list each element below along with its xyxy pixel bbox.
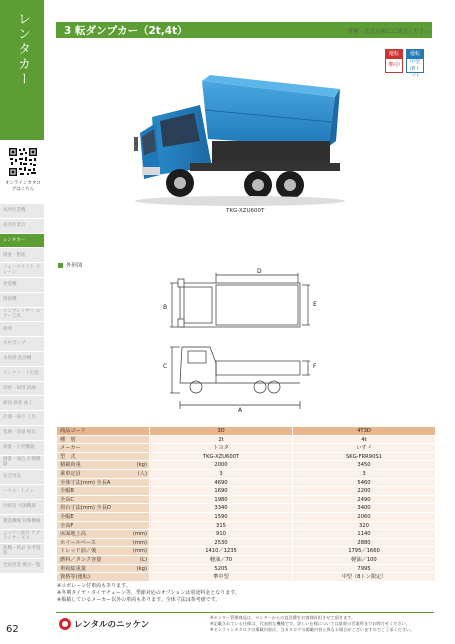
spec-label-unit: (人) bbox=[137, 470, 147, 477]
spec-value-4t: 320 bbox=[292, 522, 435, 530]
sidebar-item[interactable]: 全国営業 拠点一覧 bbox=[0, 559, 44, 573]
sidebar-item[interactable]: コンクリート打設 bbox=[0, 367, 44, 381]
spec-row bbox=[57, 461, 435, 470]
section-marker-icon bbox=[58, 263, 63, 268]
spec-label bbox=[57, 513, 149, 521]
spec-value-2t: 3340 bbox=[149, 504, 292, 512]
qr-caption: オンラインカタログはこちら bbox=[5, 181, 41, 192]
spec-label bbox=[57, 453, 149, 461]
sidebar-title: レンタカー bbox=[15, 12, 30, 87]
spec-row bbox=[57, 547, 435, 556]
sidebar-item[interactable]: 切断・研削 研磨 bbox=[0, 382, 44, 396]
page-number: 62 bbox=[6, 624, 19, 635]
spec-row bbox=[57, 427, 435, 436]
spec-label-text: 全幅B bbox=[60, 488, 74, 495]
spec-label-text: トレッド前／後 bbox=[60, 548, 97, 555]
footer-note-line: ※センター管理商品は、センターからの直送費をお客様負担させて頂きます。 bbox=[210, 615, 356, 620]
spec-label-text: 全高C bbox=[60, 496, 74, 503]
spec-value-4t: 7995 bbox=[292, 565, 435, 573]
badge-top-label: 運転 bbox=[407, 50, 423, 59]
spec-value-4t: 2060 bbox=[292, 513, 435, 521]
sidebar-item[interactable]: 製造機械 特殊機械 bbox=[0, 515, 44, 529]
note-line: ※コボレーン付車両もあります。 bbox=[57, 583, 131, 589]
spec-value-2t: 2t bbox=[149, 436, 292, 444]
spec-value-2t: 3D bbox=[149, 427, 292, 435]
photo-caption: TKG-XZU600T bbox=[226, 208, 265, 214]
spec-label bbox=[57, 539, 149, 547]
spec-label bbox=[57, 504, 149, 512]
spec-label bbox=[57, 461, 149, 469]
spec-row bbox=[57, 496, 435, 505]
spec-label bbox=[57, 556, 149, 564]
footer-note-line: ※記載されている仕様は、代表的な機種です。詳しい仕様については最寄の営業所までお問合せください。 bbox=[210, 621, 410, 626]
spec-label-unit: (mm) bbox=[132, 539, 147, 546]
spec-value-4t: 1140 bbox=[292, 530, 435, 538]
spec-label bbox=[57, 496, 149, 504]
spec-value-4t: 5460 bbox=[292, 479, 435, 487]
sidebar-item[interactable]: 冷暖房 空調機器 bbox=[0, 500, 44, 514]
spec-value-4t: 4t bbox=[292, 436, 435, 444]
spec-row bbox=[57, 479, 435, 488]
badge-top-label: 運転 bbox=[386, 50, 402, 59]
spec-label-text: 車両総重量 bbox=[60, 565, 86, 572]
logo-text: レンタルのニッケン bbox=[74, 620, 150, 630]
sidebar bbox=[0, 0, 44, 644]
spec-value-2t: 5205 bbox=[149, 565, 292, 573]
spec-label-text: 乗車定員 bbox=[60, 470, 81, 477]
spec-row bbox=[57, 487, 435, 496]
spec-value-4t: SKG-FRR90S1 bbox=[292, 453, 435, 461]
diagram-section-text: 外形図 bbox=[66, 263, 83, 269]
spec-label bbox=[57, 479, 149, 487]
license-badge-chugata bbox=[406, 49, 424, 78]
license-badge-junchu bbox=[385, 49, 403, 73]
sidebar-item[interactable]: ニッケン独自 サプライサービス bbox=[0, 530, 44, 544]
footer-logo bbox=[59, 618, 149, 630]
spec-value-2t: 準中型 bbox=[149, 573, 292, 581]
spec-label-text: ホイールベース bbox=[60, 539, 96, 546]
spec-row bbox=[57, 530, 435, 539]
spec-row bbox=[57, 470, 435, 479]
dim-label-b: B bbox=[163, 304, 168, 311]
spec-label-unit: (L) bbox=[140, 556, 147, 563]
spec-label-text: 全幅E bbox=[60, 513, 74, 520]
spec-value-2t: 2000 bbox=[149, 461, 292, 469]
spec-label bbox=[57, 565, 149, 573]
spec-row bbox=[57, 539, 435, 548]
sidebar-item[interactable]: 計測・探り 工具 bbox=[0, 411, 44, 425]
spec-label-text: 荷台寸法(mm) 全長D bbox=[60, 505, 111, 512]
spec-table bbox=[57, 427, 435, 582]
qr-code-icon[interactable] bbox=[8, 147, 38, 177]
spec-label bbox=[57, 470, 149, 478]
spec-value-4t: 3 bbox=[292, 470, 435, 478]
dim-label-a: A bbox=[238, 407, 243, 414]
spec-label-text: 型 式 bbox=[60, 453, 76, 460]
sidebar-item[interactable]: 安全用品 bbox=[0, 470, 44, 484]
spec-row bbox=[57, 573, 435, 582]
sidebar-item[interactable]: 発電機 bbox=[0, 278, 44, 292]
sidebar-item[interactable]: 水中ポンプ bbox=[0, 337, 44, 351]
badge-bottom-label: 準中 bbox=[387, 62, 400, 69]
spec-row bbox=[57, 453, 435, 462]
sidebar-item[interactable]: 高所作業台 bbox=[0, 219, 44, 233]
dim-label-c: C bbox=[163, 363, 168, 370]
badge-bottom-label: 中型 (8トン) bbox=[409, 59, 421, 78]
spec-label-unit: (mm) bbox=[132, 531, 147, 538]
header-note: 車検・法定点検にご協力ください bbox=[347, 29, 430, 35]
spec-label bbox=[57, 547, 149, 555]
spec-value-4t: 1795／1660 bbox=[292, 547, 435, 555]
sidebar-item[interactable]: 新機・新品 参考資料 bbox=[0, 544, 44, 558]
sidebar-item[interactable]: 溶接機 bbox=[0, 293, 44, 307]
spec-label-text: 種 別 bbox=[60, 436, 76, 443]
sidebar-item[interactable]: 締固 鉄筋 加工 bbox=[0, 396, 44, 410]
spec-label-unit: (kg) bbox=[136, 462, 147, 469]
spec-label-text: 積載荷重 bbox=[60, 462, 81, 469]
spec-value-4t: 3400 bbox=[292, 504, 435, 512]
spec-value-2t: 4690 bbox=[149, 479, 292, 487]
spec-value-2t: 2530 bbox=[149, 539, 292, 547]
spec-label bbox=[57, 427, 149, 435]
spec-row bbox=[57, 513, 435, 522]
spec-label bbox=[57, 530, 149, 538]
spec-label-text: 燃料／タンク容量 bbox=[60, 556, 102, 563]
sidebar-item[interactable]: 高所作業機 bbox=[0, 204, 44, 218]
spec-value-2t: 3 bbox=[149, 470, 292, 478]
footer-note-line: ※オンラインカタログの掲載内容は、当カタログの掲載内容と異なる場合がございますのでご了承ください。 bbox=[210, 627, 415, 632]
diagram-section-label bbox=[58, 261, 83, 269]
spec-label bbox=[57, 436, 149, 444]
spec-label-text: メーカー bbox=[60, 445, 81, 452]
spec-value-4t: 2490 bbox=[292, 496, 435, 504]
footer-notes bbox=[210, 615, 436, 633]
sidebar-nav bbox=[0, 204, 44, 574]
dimension-diagram bbox=[150, 265, 330, 420]
spec-label-text: 床面地上高 bbox=[60, 531, 86, 538]
nikken-logo-icon bbox=[59, 618, 71, 630]
sidebar-title-block bbox=[0, 0, 44, 140]
spec-label bbox=[57, 444, 149, 452]
dim-label-f: F bbox=[313, 363, 317, 370]
spec-value-4t: 2200 bbox=[292, 487, 435, 495]
page-title: 3 転ダンプカー（2t,4t） bbox=[64, 25, 188, 37]
spec-value-2t: 910 bbox=[149, 530, 292, 538]
note-line: ※掲載しているメーカー以外の車両もあります。全体寸法は参考値です。 bbox=[57, 596, 221, 603]
sidebar-item[interactable]: 水処理 洗浄機 bbox=[0, 352, 44, 366]
spec-value-2t: 315 bbox=[149, 522, 292, 530]
spec-value-4t: いすゞ bbox=[292, 444, 435, 452]
sidebar-item[interactable]: 照明 bbox=[0, 322, 44, 336]
spec-value-2t: 1410／1235 bbox=[149, 547, 292, 555]
sidebar-item[interactable]: コンプレッサー エアー工具 bbox=[0, 308, 44, 322]
spec-value-4t: 2880 bbox=[292, 539, 435, 547]
spec-label-text: 全体寸法(mm) 全長A bbox=[60, 479, 111, 486]
sidebar-item[interactable]: ハウス・トイレ bbox=[0, 485, 44, 499]
spec-label-text: 商品コード bbox=[60, 428, 86, 434]
spec-label-text: 資格等(運転) bbox=[60, 574, 90, 581]
spec-label bbox=[57, 522, 149, 530]
spec-value-2t: トヨタ bbox=[149, 444, 292, 452]
dim-label-e: E bbox=[313, 301, 317, 308]
spec-label-text: 全高F bbox=[60, 522, 74, 529]
spec-value-4t: 3450 bbox=[292, 461, 435, 469]
sidebar-item[interactable]: 測量・小型機器 bbox=[0, 441, 44, 455]
sidebar-item[interactable]: フォークリフト クレーン bbox=[0, 263, 44, 277]
spec-value-2t: TKG-XZU600T bbox=[149, 453, 292, 461]
truck-photo bbox=[130, 75, 345, 207]
spec-value-4t: 中型（8トン限定） bbox=[292, 573, 435, 581]
sidebar-item[interactable]: レンタカー bbox=[0, 234, 44, 248]
spec-label-unit: (mm) bbox=[132, 548, 147, 555]
spec-value-4t: 軽油／100 bbox=[292, 556, 435, 564]
spec-row bbox=[57, 565, 435, 574]
spec-value-2t: 1590 bbox=[149, 513, 292, 521]
note-line: ※冬期タイヤ・タイヤチェーン等、季節対応のオプションは別途料金となります。 bbox=[57, 589, 240, 596]
spec-value-2t: 1690 bbox=[149, 487, 292, 495]
sidebar-item[interactable]: 集塵・清掃 換気 bbox=[0, 426, 44, 440]
sidebar-item[interactable]: 測量・通信 計測機器 bbox=[0, 456, 44, 470]
footer-divider bbox=[56, 612, 434, 613]
spec-label bbox=[57, 487, 149, 495]
spec-value-4t: 4T3D bbox=[292, 427, 435, 435]
spec-label-unit: (kg) bbox=[136, 565, 147, 572]
spec-value-2t: 軽油／70 bbox=[149, 556, 292, 564]
spec-label bbox=[57, 573, 149, 581]
spec-row bbox=[57, 444, 435, 453]
spec-row bbox=[57, 556, 435, 565]
spec-row bbox=[57, 436, 435, 445]
spec-value-2t: 1980 bbox=[149, 496, 292, 504]
spec-row bbox=[57, 504, 435, 513]
notes bbox=[57, 583, 437, 603]
dim-label-d: D bbox=[257, 268, 262, 275]
spec-row bbox=[57, 522, 435, 531]
sidebar-item[interactable]: 揚重・整地 bbox=[0, 248, 44, 262]
